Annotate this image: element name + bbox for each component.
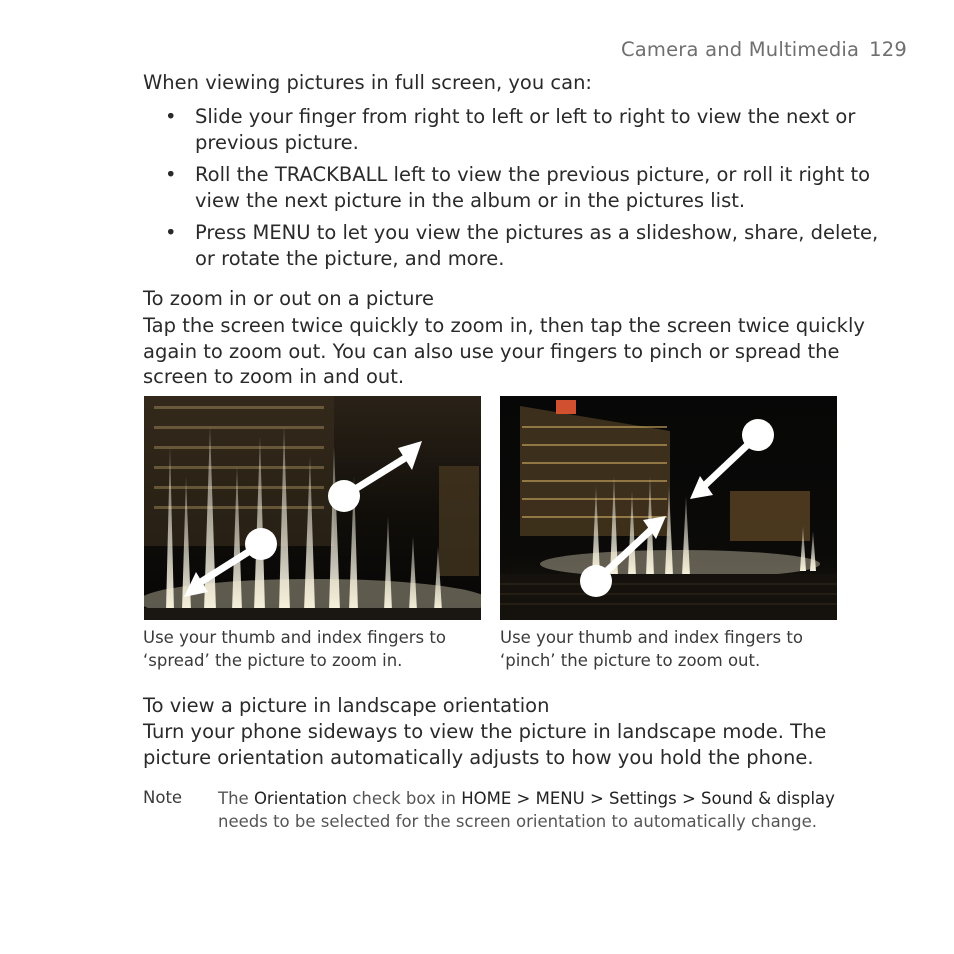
list-item: • Slide your finger from right to left or left to right to view the next or previous picture. <box>165 105 856 154</box>
spread-caption: Use your thumb and index fingers to ‘spread’ the picture to zoom in. <box>143 628 446 670</box>
note-text: The Orientation check box in HOME > MENU > Settings > Sound & display needs to be selected for the screen orientation to automatically change. <box>218 789 835 831</box>
landscape-heading: To view a picture in landscape orientation <box>143 694 550 717</box>
spread-photo <box>144 396 481 620</box>
orientation-keyword: Orientation <box>253 789 348 808</box>
pinch-caption: Use your thumb and index fingers to ‘pinch’ the picture to zoom out. <box>500 628 803 670</box>
page-number: 129 <box>869 38 907 61</box>
page-header <box>621 38 907 61</box>
bullet-list <box>143 104 883 278</box>
section-title: Camera and Multimedia <box>620 38 860 61</box>
zoom-heading: To zoom in or out on a picture <box>143 287 435 310</box>
note-label: Note <box>143 788 183 807</box>
intro-text: When viewing pictures in full screen, you can: <box>143 71 592 94</box>
settings-path: HOME > MENU > Settings > Sound & display <box>461 789 835 808</box>
landscape-body: Turn your phone sideways to view the picture in landscape mode. The picture orientation automatically adjusts to how you hold the phone. <box>143 720 827 769</box>
bullet-icon: • <box>165 221 177 244</box>
zoom-body: Tap the screen twice quickly to zoom in, then tap the screen twice quickly again to zoom out. You can also use your fingers to pinch or spread the screen to zoom in and out. <box>143 314 865 388</box>
pinch-photo <box>500 396 837 620</box>
bullet-icon: • <box>165 105 177 128</box>
list-item: • Press MENU to let you view the pictures as a slideshow, share, delete, or rotate the picture, and more. <box>165 221 879 270</box>
bullet-icon: • <box>165 163 177 186</box>
list-item: • Roll the TRACKBALL left to view the previous picture, or roll it right to view the next picture in the album or in the pictures list. <box>165 163 871 212</box>
